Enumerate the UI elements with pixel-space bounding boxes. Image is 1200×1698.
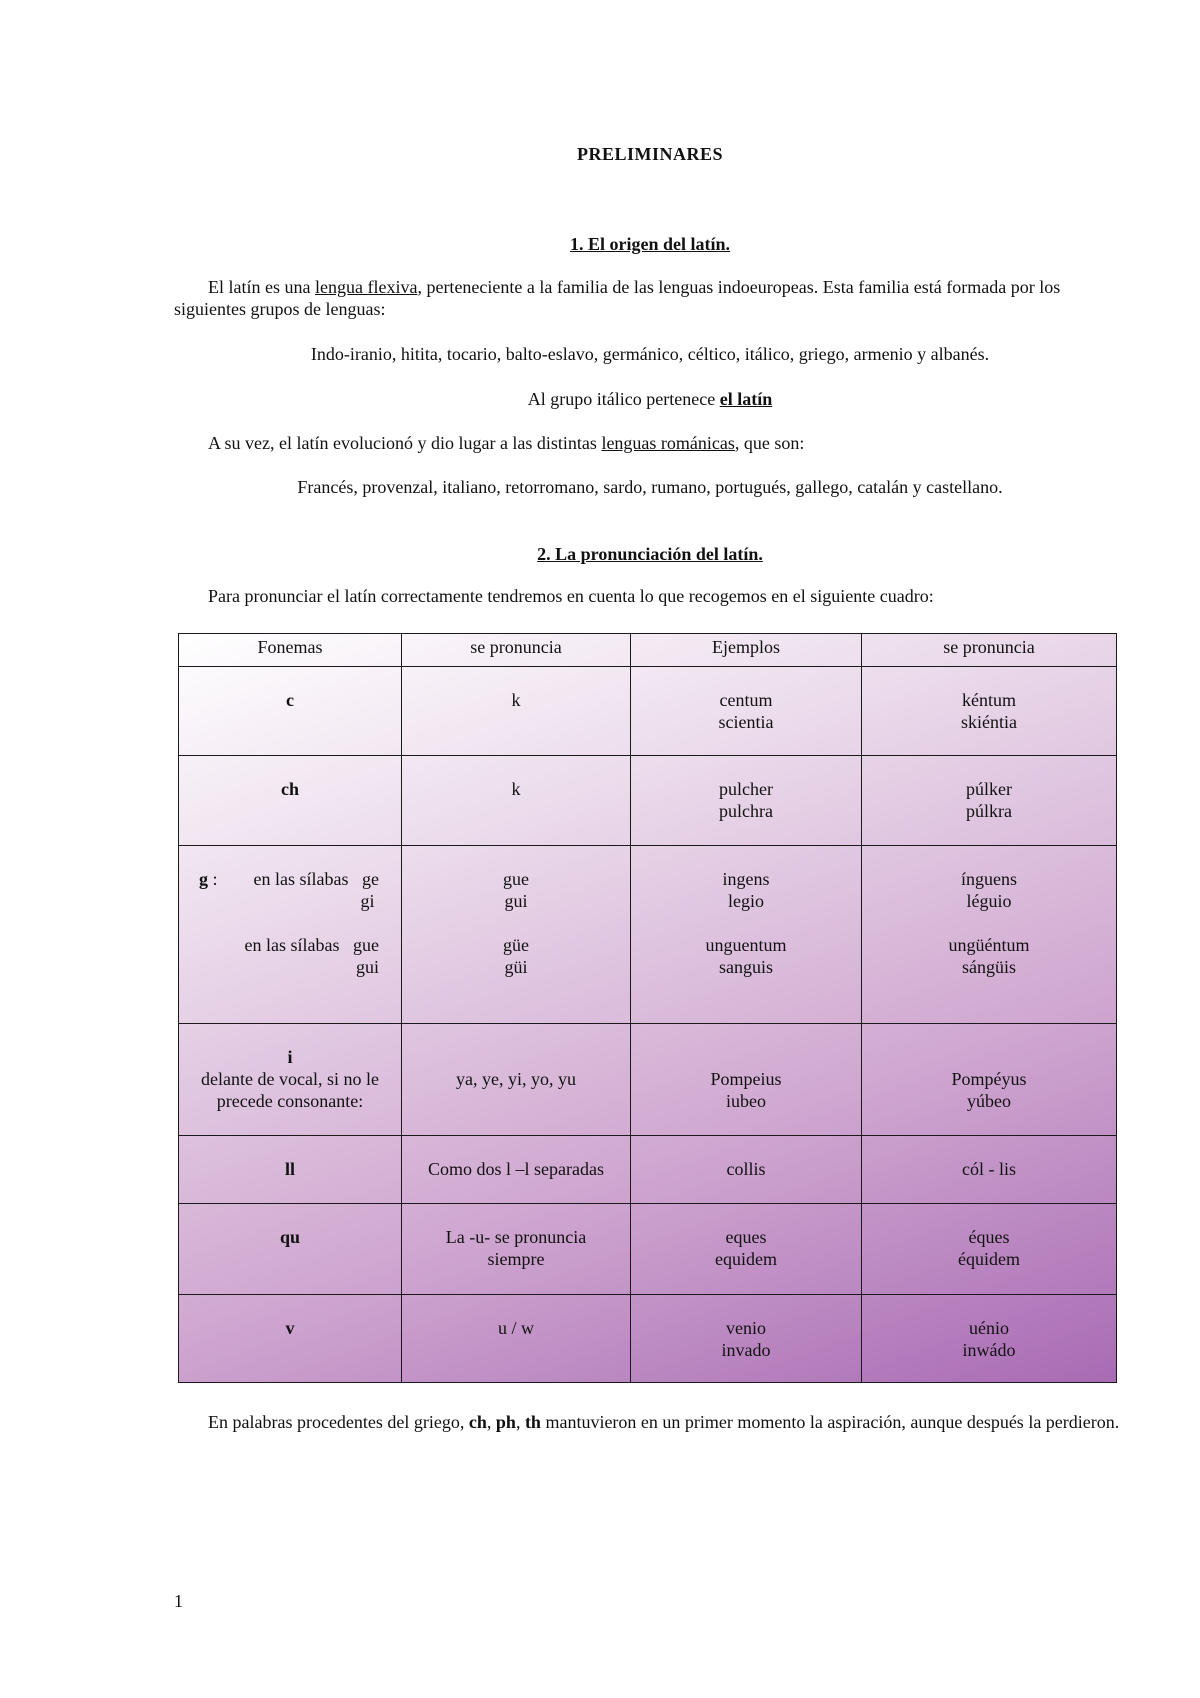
header-cell: Fonemas — [179, 634, 402, 667]
underlined-term: lengua flexiva — [314, 277, 418, 297]
example-word: venio — [726, 1317, 766, 1338]
pron-word: uénio — [969, 1317, 1009, 1338]
syllable-label: en las sílabas — [244, 934, 340, 955]
pron-word: équidem — [958, 1249, 1020, 1270]
pron-word: éques — [968, 1227, 1010, 1248]
section-heading-origen: 1. El origen del latín. — [569, 234, 730, 254]
example-word: equidem — [715, 1249, 777, 1270]
spacer — [183, 912, 397, 934]
pron2-cell — [862, 1294, 1117, 1382]
example-cell: collis — [631, 1136, 862, 1204]
example-word: ingens — [722, 868, 770, 889]
spacer — [406, 1046, 626, 1068]
syllable: ge — [362, 868, 379, 889]
pron-word: La -u- se pronuncia — [445, 1227, 587, 1248]
g-line-4 — [183, 956, 397, 978]
pron-word: léguio — [966, 890, 1012, 911]
pron-word: kéntum — [962, 690, 1016, 711]
syllable-label: en las sílabas — [253, 868, 349, 889]
g-label — [183, 868, 254, 890]
text-run: El latín es una — [208, 277, 315, 297]
fonema-letter: g — [199, 868, 208, 889]
spacer — [866, 1046, 1112, 1068]
table-row — [179, 1024, 1117, 1136]
example-word: pulcher — [719, 779, 773, 800]
pron-cell — [402, 1024, 631, 1136]
header-cell: Ejemplos — [631, 634, 862, 667]
paragraph-closing — [174, 1411, 1124, 1433]
paragraph-lenguas-romanicas — [174, 432, 1124, 454]
example-cell — [631, 1024, 862, 1136]
example-cell — [631, 1294, 862, 1382]
pron-word: güi — [504, 956, 528, 977]
example-word: scientia — [718, 712, 774, 733]
fonema-cell: ch — [179, 756, 402, 845]
table-row — [179, 845, 1117, 1023]
fonema-cell — [179, 1024, 402, 1136]
emphasized-term: el latín — [719, 389, 773, 409]
section-heading-pronunciacion: 2. La pronunciación del latín. — [537, 544, 763, 564]
pron-word: yúbeo — [967, 1091, 1011, 1112]
pron-word: púlkra — [966, 801, 1012, 822]
bold-term: th — [524, 1412, 541, 1432]
table-row — [179, 1136, 1117, 1204]
pron-word: siempre — [487, 1249, 545, 1270]
text-run: mantuvieron en un primer momento la aspiración, aunque después la perdieron. — [540, 1412, 1120, 1432]
pron-word: sángüis — [962, 956, 1016, 977]
header-cell: se pronuncia — [402, 634, 631, 667]
bold-term: ch — [468, 1412, 487, 1432]
fonema-cell: ll — [179, 1136, 402, 1204]
pron2-cell — [862, 756, 1117, 845]
syllable: gi — [360, 890, 375, 911]
pron-cell: u / w — [402, 1294, 631, 1382]
fonema-desc: precede consonante: — [216, 1091, 364, 1112]
bold-term: ph — [495, 1412, 516, 1432]
language-groups-line: Indo-iranio, hitita, tocario, balto-eslavo, germánico, céltico, itálico, griego, armenio y albanés. — [310, 344, 990, 364]
example-cell — [631, 845, 862, 1023]
pron2-cell — [862, 1204, 1117, 1294]
example-word: centum — [719, 690, 773, 711]
pron-word: inwádo — [962, 1339, 1016, 1360]
example-word: legio — [728, 890, 764, 911]
spacer — [406, 912, 626, 934]
spacer — [635, 912, 857, 934]
pron-word: ungüéntum — [948, 934, 1030, 955]
pron-word: púlker — [966, 779, 1012, 800]
example-cell — [631, 1204, 862, 1294]
fonema-desc: delante de vocal, si no le — [201, 1069, 379, 1090]
text-run: Al grupo itálico pertenece — [527, 389, 720, 409]
example-word: invado — [721, 1339, 771, 1360]
pron-cell — [402, 1204, 631, 1294]
g-line-1 — [183, 868, 397, 890]
header-cell: se pronuncia — [862, 634, 1117, 667]
syllable: gui — [355, 956, 379, 977]
example-word: pulchra — [719, 801, 773, 822]
fonema-cell: v — [179, 1294, 402, 1382]
syllable: gue — [353, 934, 379, 955]
romance-languages-line: Francés, provenzal, italiano, retorromano, sardo, rumano, portugués, gallego, catalán y castellano. — [297, 477, 1003, 497]
pron2-cell — [862, 845, 1117, 1023]
pron2-cell — [862, 1024, 1117, 1136]
example-cell — [631, 756, 862, 845]
pron2-cell: cól - lis — [862, 1136, 1117, 1204]
underlined-term: lenguas románicas — [601, 433, 735, 453]
table-row — [179, 1204, 1117, 1294]
text-run: , — [515, 1412, 525, 1432]
pronunciation-table — [178, 633, 1117, 1383]
g-line-3 — [183, 934, 397, 956]
pron-word: ya, ye, yi, yo, yu — [456, 1069, 576, 1090]
text-run: , perteneciente a la familia de las lenguas indoeuropeas. Esta familia está formada por los siguientes grupos de lenguas: — [174, 277, 1061, 319]
spacer — [635, 1046, 857, 1068]
table-row — [179, 667, 1117, 756]
pron2-cell — [862, 667, 1117, 756]
pron-word: gui — [504, 890, 528, 911]
pron-word: ínguens — [961, 868, 1017, 889]
example-word: iubeo — [726, 1091, 766, 1112]
pron-word: skiéntia — [961, 712, 1017, 733]
page-number: 1 — [174, 1591, 183, 1611]
fonema-cell: qu — [179, 1204, 402, 1294]
table-row — [179, 756, 1117, 845]
table-header-row — [179, 634, 1117, 667]
pron-word: güe — [503, 934, 529, 955]
text-run: , que son: — [734, 433, 805, 453]
separator: : — [208, 868, 218, 889]
spacer — [866, 912, 1112, 934]
text-run: En palabras procedentes del griego, — [208, 1412, 469, 1432]
table-row — [179, 1294, 1117, 1382]
page-title: PRELIMINARES — [576, 144, 724, 164]
pron-cell — [402, 845, 631, 1023]
example-word: eques — [725, 1227, 767, 1248]
pron-cell: Como dos l –l separadas — [402, 1136, 631, 1204]
example-word: unguentum — [705, 934, 787, 955]
example-cell — [631, 667, 862, 756]
fonema-cell: c — [179, 667, 402, 756]
pron-word: Pompéyus — [951, 1069, 1027, 1090]
example-word: Pompeius — [710, 1069, 782, 1090]
italic-group-line — [0, 388, 1200, 410]
text-run: , — [486, 1412, 496, 1432]
text-run: A su vez, el latín evolucionó y dio lugar a las distintas — [208, 433, 602, 453]
pron-cell: k — [402, 667, 631, 756]
pron-word: gue — [503, 868, 529, 889]
paragraph-intro-cuadro: Para pronunciar el latín correctamente tendremos en cuenta lo que recogemos en el siguiente cuadro: — [208, 586, 934, 606]
pron-cell: k — [402, 756, 631, 845]
example-word: sanguis — [719, 956, 773, 977]
fonema-letter: i — [287, 1047, 293, 1068]
g-line-2 — [183, 890, 397, 912]
paragraph-lengua-flexiva — [174, 276, 1124, 320]
fonema-cell-g — [179, 845, 402, 1023]
